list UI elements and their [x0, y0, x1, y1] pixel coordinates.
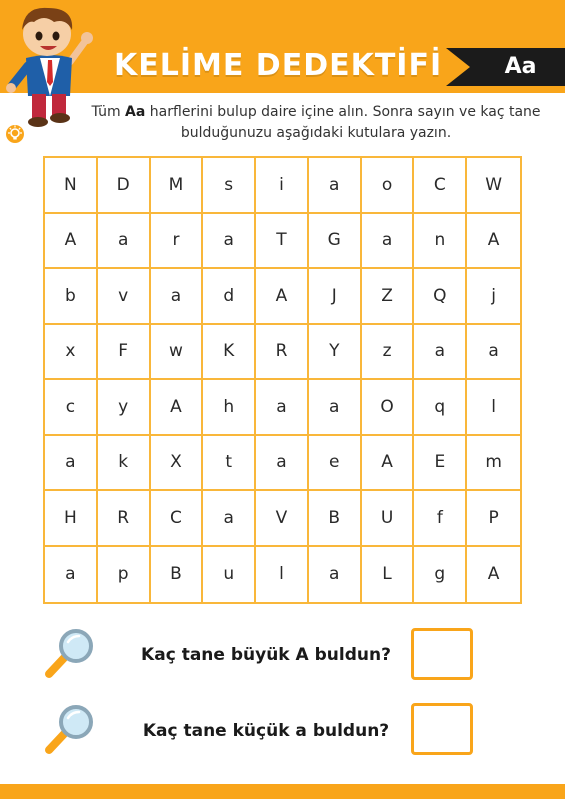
grid-cell[interactable]: u [203, 547, 256, 603]
grid-cell[interactable]: A [45, 214, 98, 270]
grid-cell[interactable]: a [362, 214, 415, 270]
grid-cell[interactable]: Q [414, 269, 467, 325]
grid-cell[interactable]: h [203, 380, 256, 436]
grid-cell[interactable]: a [151, 269, 204, 325]
grid-cell[interactable]: Y [309, 325, 362, 381]
grid-cell[interactable]: a [203, 214, 256, 270]
grid-cell[interactable]: r [151, 214, 204, 270]
answer-box-lowercase-a[interactable] [411, 703, 473, 755]
answer-box-uppercase-a[interactable] [411, 628, 473, 680]
grid-cell[interactable]: p [98, 547, 151, 603]
instructions-after: harflerini bulup daire içine alın. Sonra sayın ve kaç tane bulduğunuzu aşağıdaki kutulara yazın. [145, 104, 541, 141]
grid-cell[interactable]: A [151, 380, 204, 436]
grid-cell[interactable]: Z [362, 269, 415, 325]
grid-cell[interactable]: X [151, 436, 204, 492]
grid-cell[interactable]: g [414, 547, 467, 603]
grid-cell[interactable]: q [414, 380, 467, 436]
grid-cell[interactable]: a [309, 158, 362, 214]
grid-cell[interactable]: z [362, 325, 415, 381]
grid-cell[interactable]: k [98, 436, 151, 492]
grid-cell[interactable]: a [45, 547, 98, 603]
grid-cell[interactable]: a [98, 214, 151, 270]
lightbulb-icon [5, 124, 25, 144]
grid-cell[interactable]: V [256, 491, 309, 547]
grid-cell[interactable]: l [467, 380, 520, 436]
grid-cell[interactable]: G [309, 214, 362, 270]
question-uppercase-a: Kaç tane büyük A buldun? [141, 645, 391, 665]
footer-bar [0, 784, 565, 799]
grid-cell[interactable]: A [487, 564, 500, 585]
page-title: KELİME DEDEKTİFİ [114, 48, 443, 83]
instructions-text [70, 102, 562, 144]
grid-cell[interactable]: d [203, 269, 256, 325]
grid-cell[interactable]: a [256, 436, 309, 492]
grid-cell[interactable]: a [467, 325, 520, 381]
grid-cell[interactable]: a [45, 436, 98, 492]
grid-cell[interactable]: j [467, 269, 520, 325]
grid-cell[interactable]: a [203, 491, 256, 547]
grid-cell[interactable]: A [467, 214, 520, 270]
grid-cell[interactable]: C [414, 158, 467, 214]
grid-cell[interactable]: a [256, 380, 309, 436]
grid-cell[interactable]: U [362, 491, 415, 547]
grid-cell[interactable]: w [151, 325, 204, 381]
grid-cell[interactable]: b [45, 269, 98, 325]
grid-cell[interactable]: O [362, 380, 415, 436]
question-lowercase-a: Kaç tane küçük a buldun? [142, 721, 390, 741]
magnifier-icon [42, 626, 98, 682]
grid-cell[interactable]: R [98, 491, 151, 547]
grid-cell[interactable]: N [45, 158, 98, 214]
aa-badge-label: Aa [504, 54, 537, 79]
grid-cell[interactable]: f [414, 491, 467, 547]
grid-cell[interactable]: L [362, 547, 415, 603]
grid-cell[interactable]: W [467, 158, 520, 214]
grid-cell[interactable]: A [362, 436, 415, 492]
grid-cell[interactable]: t [203, 436, 256, 492]
grid-cell[interactable]: A [256, 269, 309, 325]
grid-cell[interactable]: J [309, 269, 362, 325]
grid-cell[interactable]: y [98, 380, 151, 436]
grid-cell[interactable]: v [98, 269, 151, 325]
magnifier-icon [42, 702, 98, 758]
instructions-before: Tüm [91, 104, 126, 120]
grid-cell[interactable]: D [98, 158, 151, 214]
grid-cell[interactable]: n [414, 214, 467, 270]
letter-grid [43, 156, 522, 604]
grid-cell[interactable]: H [45, 491, 98, 547]
grid-cell[interactable]: K [203, 325, 256, 381]
grid-cell[interactable]: i [256, 158, 309, 214]
grid-cell[interactable]: B [309, 491, 362, 547]
grid-cell[interactable]: P [467, 491, 520, 547]
grid-cell[interactable]: C [151, 491, 204, 547]
grid-cell[interactable]: c [45, 380, 98, 436]
grid-cell[interactable]: m [467, 436, 520, 492]
grid-cell[interactable]: x [45, 325, 98, 381]
grid-cell[interactable]: a [309, 380, 362, 436]
grid-cell[interactable]: B [151, 547, 204, 603]
grid-cell[interactable]: M [151, 158, 204, 214]
grid-cell[interactable]: T [256, 214, 309, 270]
grid-cell[interactable]: l [256, 547, 309, 603]
grid-cell[interactable]: R [256, 325, 309, 381]
grid-cell[interactable]: o [362, 158, 415, 214]
grid-cell[interactable]: a [309, 547, 362, 603]
grid-cell[interactable]: F [98, 325, 151, 381]
grid-cell[interactable]: a [414, 325, 467, 381]
instructions-highlight: Aa [125, 104, 146, 120]
grid-cell[interactable]: s [203, 158, 256, 214]
grid-cell[interactable]: E [414, 436, 467, 492]
grid-cell[interactable]: e [309, 436, 362, 492]
